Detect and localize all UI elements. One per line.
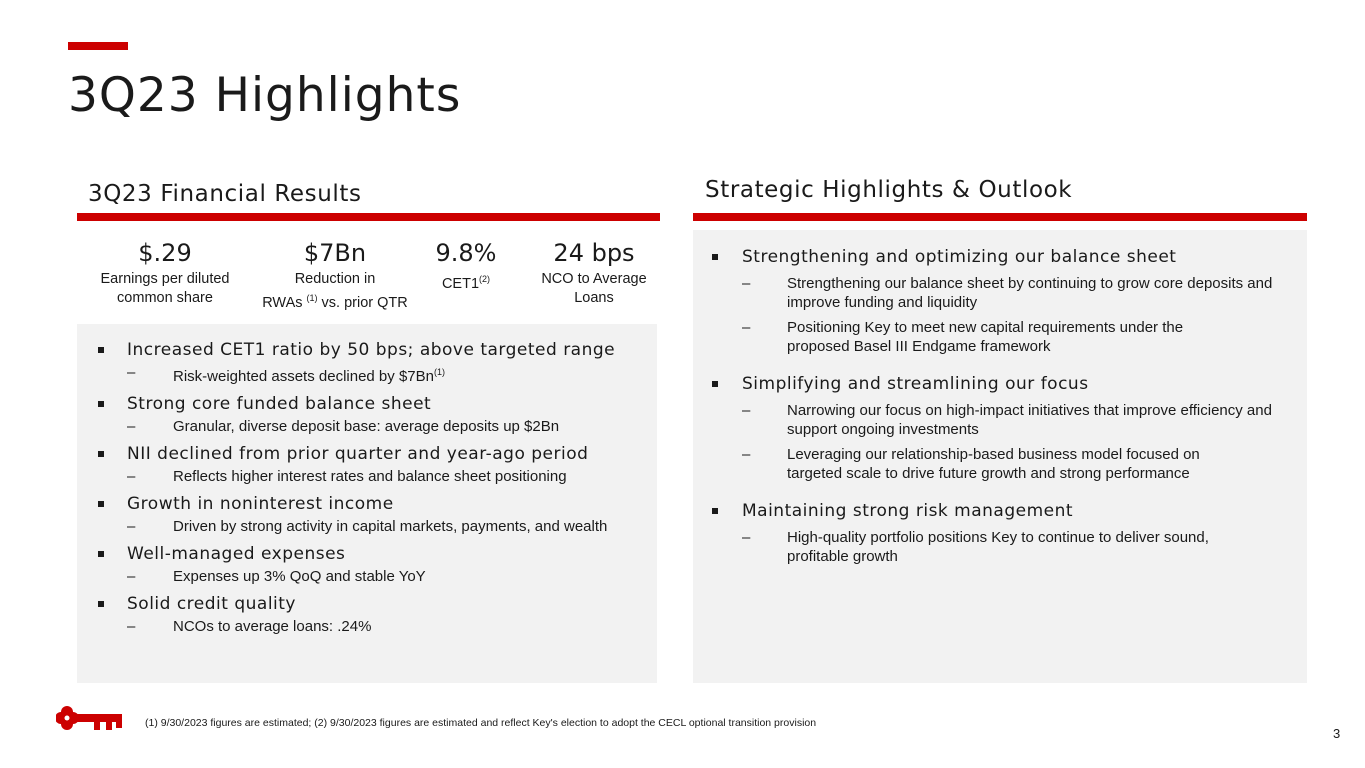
page-title: 3Q23 Highlights	[68, 68, 462, 123]
metric-label-line: common share	[117, 290, 213, 306]
dash-marker: –	[127, 364, 136, 381]
bullet-subitem	[127, 363, 647, 386]
dash-marker: –	[127, 618, 136, 635]
bullet-subitem	[742, 445, 1242, 483]
metric-label	[250, 270, 420, 313]
bullet-square-icon	[98, 551, 104, 557]
bullet-heading: Strengthening and optimizing our balance sheet	[742, 247, 1177, 267]
bullet-subitem	[742, 274, 1297, 312]
subitem-text: Expenses up 3% QoQ and stable YoY	[173, 568, 426, 585]
right-section-rule	[693, 213, 1307, 221]
metric-value: 24 bps	[553, 239, 635, 267]
bullet-heading: Strong core funded balance sheet	[127, 394, 432, 414]
strategic-highlights-list	[693, 246, 1307, 583]
metric-nco	[530, 238, 658, 308]
dash-marker: –	[742, 402, 751, 419]
subitem-text: NCOs to average loans: .24%	[173, 618, 372, 635]
metric-label-line: NCO to Average	[541, 271, 647, 287]
dash-marker: –	[127, 518, 136, 535]
financial-results-list	[77, 339, 657, 643]
bullet-square-icon	[98, 347, 104, 353]
metric-label	[530, 270, 658, 308]
dash-marker: –	[742, 446, 751, 463]
footnote-marker: (1)	[433, 367, 445, 377]
bullet-heading: Simplifying and streamlining our focus	[742, 374, 1089, 394]
left-section-rule	[77, 213, 660, 221]
metric-value: $.29	[138, 239, 192, 267]
metric-eps	[82, 238, 248, 308]
subitem-text: Positioning Key to meet new capital requirements under the proposed Basel III Endgame framework	[787, 319, 1184, 355]
bullet-heading: Maintaining strong risk management	[742, 501, 1074, 521]
footnote: (1) 9/30/2023 figures are estimated; (2) 9/30/2023 figures are estimated and reflect Key's election to adopt the CECL optional transition provision	[145, 717, 817, 729]
bullet-square-icon	[712, 254, 718, 260]
metric-label-line: CET1	[441, 275, 480, 292]
metric-label	[82, 270, 248, 308]
metric-cet1	[427, 238, 505, 294]
subitem-text: Strengthening our balance sheet by continuing to grow core deposits and improve funding and liquidity	[787, 275, 1273, 311]
bullet-heading: Solid credit quality	[127, 594, 296, 614]
metric-label-line: vs. prior QTR	[317, 294, 408, 311]
subitem-text: Risk-weighted assets declined by $7Bn	[173, 368, 434, 385]
key-logo-icon	[56, 703, 124, 733]
list-item	[693, 373, 1307, 483]
footnote-marker: (1)	[306, 293, 318, 303]
metric-label-line: RWAs	[262, 294, 303, 311]
bullet-square-icon	[98, 451, 104, 457]
page-number: 3	[1333, 726, 1341, 741]
metric-rwa-reduction	[250, 238, 420, 313]
dash-marker: –	[127, 468, 136, 485]
title-accent-bar	[68, 42, 128, 50]
bullet-heading: NII declined from prior quarter and year-ago period	[127, 444, 589, 464]
bullet-subitem	[742, 528, 1262, 566]
metric-value: 9.8%	[435, 239, 497, 267]
list-item	[77, 443, 657, 486]
bullet-subitem	[127, 617, 647, 636]
list-item	[693, 246, 1307, 356]
subitem-text: Leveraging our relationship-based business model focused on targeted scale to drive future growth and strong performance	[787, 446, 1200, 482]
subitem-text: Reflects higher interest rates and balance sheet positioning	[173, 468, 567, 485]
list-item	[77, 543, 657, 586]
list-item	[77, 493, 657, 536]
strategic-highlights-title: Strategic Highlights & Outlook	[705, 177, 1073, 203]
list-item	[77, 339, 657, 386]
bullet-square-icon	[98, 401, 104, 407]
metric-label-line: Loans	[574, 290, 614, 306]
list-item	[77, 393, 657, 436]
dash-marker: –	[742, 275, 751, 292]
bullet-heading: Growth in noninterest income	[127, 494, 394, 514]
subitem-text: Granular, diverse deposit base: average deposits up $2Bn	[173, 418, 560, 435]
bullet-square-icon	[712, 381, 718, 387]
bullet-square-icon	[98, 601, 104, 607]
strategic-highlights-panel	[693, 230, 1307, 683]
dash-marker: –	[742, 529, 751, 546]
bullet-square-icon	[98, 501, 104, 507]
list-item	[77, 593, 657, 636]
dash-marker: –	[127, 418, 136, 435]
bullet-subitem	[127, 567, 647, 586]
bullet-square-icon	[712, 508, 718, 514]
subitem-text: Driven by strong activity in capital markets, payments, and wealth	[173, 518, 608, 535]
financial-results-panel	[77, 324, 657, 683]
bullet-subitem	[127, 517, 632, 536]
metric-label-line: Earnings per diluted	[100, 271, 230, 287]
bullet-subitem	[742, 318, 1232, 356]
dash-marker: –	[127, 568, 136, 585]
metric-label	[427, 270, 505, 294]
metric-value: $7Bn	[303, 239, 367, 267]
bullet-subitem	[127, 417, 647, 436]
subitem-text: Narrowing our focus on high-impact initiatives that improve efficiency and support ongoing investments	[787, 402, 1272, 438]
bullet-heading: Increased CET1 ratio by 50 bps; above targeted range	[127, 340, 616, 360]
dash-marker: –	[742, 319, 751, 336]
list-item	[693, 500, 1307, 566]
financial-results-title: 3Q23 Financial Results	[88, 181, 362, 207]
footnote-marker: (2)	[479, 274, 491, 284]
subitem-text: High-quality portfolio positions Key to continue to deliver sound, profitable growth	[787, 529, 1209, 565]
metric-label-line: Reduction in	[294, 271, 376, 287]
bullet-subitem	[742, 401, 1297, 439]
bullet-subitem	[127, 467, 647, 486]
bullet-heading: Well-managed expenses	[127, 544, 346, 564]
